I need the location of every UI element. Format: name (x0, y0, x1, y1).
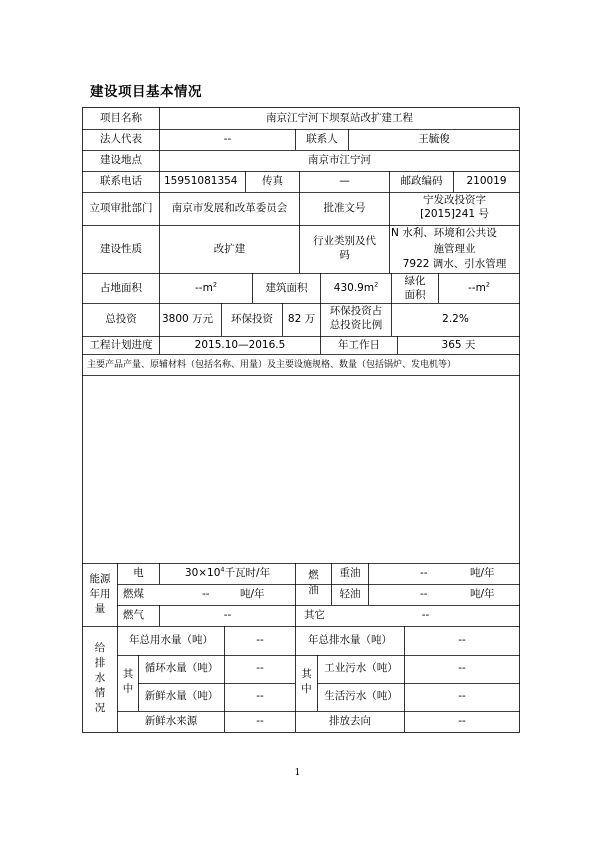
nature-label: 建设性质 (100, 243, 142, 255)
water-section-label-1: 给 (94, 642, 106, 654)
of-which-left-1: 其 (122, 668, 134, 680)
energy-section-label-3: 量 (94, 603, 106, 615)
fax-label: 传真 (262, 175, 283, 187)
fuel-oil-label-2: 油 (308, 584, 319, 596)
domestic-sewage-value: -- (458, 690, 466, 702)
approval-doc-value-line2: [2015]241 号 (420, 208, 489, 220)
heavy-oil-value: -- (420, 567, 428, 579)
industrial-wastewater-value: -- (458, 662, 466, 674)
industry-value-line1: N 水利、环境和公共设 (391, 227, 497, 239)
coal-label: 燃煤 (123, 588, 144, 600)
total-investment-label: 总投资 (105, 313, 137, 325)
electricity-label: 电 (133, 567, 144, 579)
water-section-label-5: 况 (94, 702, 106, 714)
gas-label: 燃气 (123, 609, 144, 621)
env-ratio-label-line1: 环保投资占 (329, 305, 383, 317)
light-oil-value: -- (420, 588, 428, 600)
heavy-oil-unit: 吨/年 (470, 567, 495, 579)
fresh-water-source-label: 新鲜水来源 (144, 715, 198, 727)
water-section-label-3: 水 (94, 672, 106, 684)
approval-doc-value-line1: 宁发改投资字 (423, 194, 486, 206)
of-which-right-2: 中 (301, 683, 312, 695)
approval-doc-label: 批准文号 (323, 202, 366, 214)
schedule-label: 工程计划进度 (89, 339, 153, 351)
build-area-value: $430.9m^2$ (333, 280, 379, 294)
industry-value-line2: 施管理业 (433, 243, 476, 255)
nature-value: 改扩建 (213, 243, 246, 255)
total-water-use-value: -- (256, 634, 264, 646)
green-area-label-line2: 面积 (404, 289, 426, 301)
fresh-water-value: -- (256, 690, 264, 702)
total-discharge-value: -- (458, 634, 466, 646)
industry-label-line2: 码 (339, 249, 350, 261)
of-which-right-1: 其 (301, 668, 312, 680)
gas-value: -- (223, 609, 232, 621)
total-water-use-label: 年总用水量（吨） (129, 634, 213, 646)
coal-unit: 吨/年 (240, 588, 265, 600)
build-area-label: 建筑面积 (265, 282, 308, 294)
approval-dept-value: 南京市发展和改革委员会 (171, 202, 288, 214)
fuel-oil-label-1: 燃 (308, 569, 319, 581)
energy-section-label-1: 能源 (89, 573, 111, 585)
coal-value: -- (202, 588, 210, 600)
location-value: 南京市江宁河 (308, 154, 371, 166)
legal-rep-label: 法人代表 (100, 133, 142, 145)
project-name-label: 项目名称 (100, 112, 142, 124)
workday-label: 年工作日 (338, 339, 380, 351)
heavy-oil-label: 重油 (339, 567, 361, 579)
fresh-water-label: 新鲜水量（吨） (144, 690, 219, 702)
page-title: 建设项目基本情况 (90, 84, 202, 100)
approval-dept-label: 立项审批部门 (89, 202, 153, 214)
project-name-value: 南京江宁河下坝泵站改扩建工程 (266, 112, 413, 124)
green-area-value: $--m^2$ (468, 280, 490, 294)
location-label: 建设地点 (100, 154, 142, 166)
discharge-destination-label: 排放去向 (329, 715, 371, 727)
domestic-sewage-label: 生活污水（吨） (324, 690, 398, 702)
electricity-value: $30\times 10^4$千瓦时/年 (184, 565, 271, 579)
discharge-destination-value: -- (458, 715, 466, 727)
schedule-value: 2015.10—2016.5 (194, 339, 286, 351)
fresh-water-source-value: -- (256, 715, 264, 727)
contact-value: 王毓俊 (418, 133, 450, 145)
legal-rep-value: -- (223, 133, 232, 145)
contact-label: 联系人 (306, 133, 338, 145)
fax-value: — (339, 175, 350, 187)
env-investment-label: 环保投资 (231, 313, 273, 325)
industrial-wastewater-label: 工业污水（吨） (324, 662, 398, 674)
light-oil-unit: 吨/年 (470, 588, 495, 600)
phone-label: 联系电话 (100, 175, 142, 187)
land-area-label: 占地面积 (100, 282, 142, 294)
energy-section-label-2: 年用 (89, 588, 111, 600)
env-investment-value: 82 万 (287, 313, 316, 325)
of-which-left-2: 中 (122, 683, 134, 695)
circulating-water-label: 循环水量（吨） (144, 662, 219, 674)
env-ratio-label-line2: 总投资比例 (329, 319, 383, 331)
water-section-label-4: 情 (94, 687, 106, 699)
zip-value: 210019 (466, 175, 507, 187)
products-header: 主要产品产量、原辅材料（包括名称、用量）及主要设施规格、数量（包括锅炉、发电机等） (87, 360, 457, 370)
other-energy-value: -- (421, 609, 430, 621)
phone-value: 15951081354 (164, 175, 238, 187)
workday-value: 365 天 (441, 339, 476, 351)
water-section-label-2: 排 (94, 657, 106, 669)
green-area-label-line1: 绿化 (404, 275, 426, 287)
env-ratio-value: 2.2% (442, 313, 469, 325)
industry-label-line1: 行业类别及代 (313, 235, 376, 247)
zip-label: 邮政编码 (400, 175, 443, 187)
industry-value-line3: 7922 调水、引水管理 (402, 258, 507, 270)
circulating-water-value: -- (256, 662, 264, 674)
page-number: 1 (294, 768, 301, 778)
land-area-value: $--m^2$ (195, 280, 217, 294)
total-discharge-label: 年总排水量（吨） (308, 634, 392, 646)
light-oil-label: 轻油 (339, 588, 361, 600)
total-investment-value: 3800 万元 (162, 313, 214, 325)
other-energy-label: 其它 (304, 609, 325, 621)
